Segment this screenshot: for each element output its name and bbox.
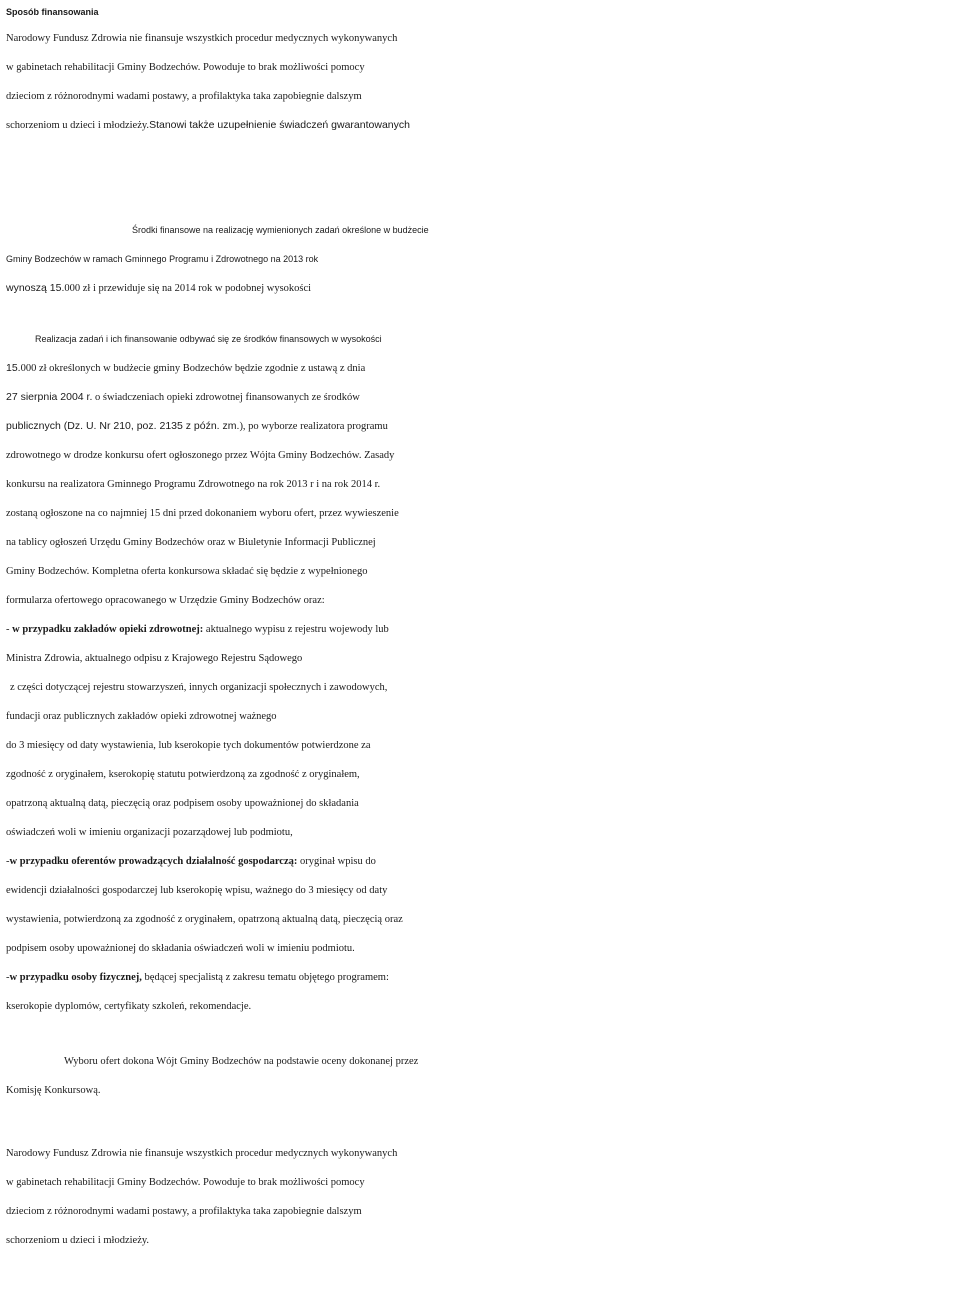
paragraph-line xyxy=(6,354,960,383)
paragraph-line: zdrowotnego w drodze konkursu ofert ogłoszonego przez Wójta Gminy Bodzechów. Zasady xyxy=(6,450,395,461)
paragraph-line xyxy=(6,274,960,303)
paragraph-line: podpisem osoby upoważnionej do składania oświadczeń woli w imieniu podmiotu. xyxy=(6,943,355,954)
paragraph-line: formularza ofertowego opracowanego w Urzędzie Gminy Bodzechów oraz: xyxy=(6,595,325,606)
paragraph-line: Wyboru ofert dokona Wójt Gminy Bodzechów na podstawie oceny dokonanej przez xyxy=(64,1056,419,1067)
list-item-heading: w przypadku osoby fizycznej, xyxy=(9,972,142,983)
paragraph-line: Narodowy Fundusz Zdrowia nie finansuje wszystkich procedur medycznych wykonywanych xyxy=(6,1148,398,1159)
spacer xyxy=(6,303,960,325)
text-run: 15. xyxy=(6,362,21,374)
text-run: schorzeniom u dzieci i młodzieży. xyxy=(6,120,150,131)
spacer xyxy=(6,1105,960,1139)
paragraph-line: Narodowy Fundusz Zdrowia nie finansuje wszystkich procedur medycznych wykonywanych xyxy=(6,33,398,44)
text-run: 000 zł i przewiduje się na 2014 rok w podobnej wysokości xyxy=(64,283,312,294)
list-item xyxy=(6,615,960,644)
paragraph-line: do 3 miesięcy od daty wystawienia, lub kserokopie tych dokumentów potwierdzone za xyxy=(6,740,371,751)
bullet-dash: - xyxy=(6,856,10,867)
paragraph-line: schorzeniom u dzieci i młodzieży. xyxy=(6,1235,150,1246)
paragraph-line xyxy=(6,383,960,412)
section-title: Sposób finansowania xyxy=(6,7,99,17)
document-page xyxy=(6,0,960,1255)
paragraph-line xyxy=(6,111,960,140)
spacer xyxy=(6,1021,960,1047)
paragraph-line: kserokopie dyplomów, certyfikaty szkoleń, rekomendacje. xyxy=(6,1001,252,1012)
paragraph-line: wystawienia, potwierdzoną za zgodność z oryginałem, opatrzoną aktualną datą, pieczęcią oraz xyxy=(6,914,403,925)
text-run: 000 zł określonych w budżecie gminy Bodzechów będzie zgodnie z ustawą z dnia xyxy=(20,363,366,374)
list-item-heading: w przypadku zakładów opieki zdrowotnej: xyxy=(12,624,204,635)
paragraph-line: Ministra Zdrowia, aktualnego odpisu z Krajowego Rejestru Sądowego xyxy=(6,653,303,664)
paragraph-line: dzieciom z różnorodnymi wadami postawy, a profilaktyka taka zapobiegnie dalszym xyxy=(6,1206,362,1217)
text-run: 27 sierpnia 2004 r. xyxy=(6,391,93,403)
paragraph-line: w gabinetach rehabilitacji Gminy Bodzechów. Powoduje to brak możliwości pomocy xyxy=(6,62,365,73)
paragraph-line: Komisję Konkursową. xyxy=(6,1085,101,1096)
paragraph-line: zgodność z oryginałem, kserokopię statutu potwierdzoną za zgodność z oryginałem, xyxy=(6,769,360,780)
list-item xyxy=(6,847,960,876)
paragraph-line: ewidencji działalności gospodarczej lub kserokopię wpisu, ważnego do 3 miesięcy od daty xyxy=(6,885,388,896)
paragraph-line: Środki finansowe na realizację wymienionych zadań określone w budżecie xyxy=(132,225,429,235)
text-run: o świadczeniach opieki zdrowotnej finansowanych ze środków xyxy=(92,392,360,403)
paragraph-line: oświadczeń woli w imieniu organizacji pozarządowej lub podmiotu, xyxy=(6,827,293,838)
spacer xyxy=(6,140,960,216)
text-run: aktualnego wypisu z rejestru wojewody lub xyxy=(203,624,389,635)
paragraph-line: fundacji oraz publicznych zakładów opieki zdrowotnej ważnego xyxy=(6,711,277,722)
text-run: wynoszą 15. xyxy=(6,282,65,294)
list-item-heading: w przypadku oferentów prowadzących działalność gospodarczą: xyxy=(9,856,298,867)
paragraph-line: dzieciom z różnorodnymi wadami postawy, a profilaktyka taka zapobiegnie dalszym xyxy=(6,91,362,102)
text-run: Stanowi także uzupełnienie świadczeń gwarantowanych xyxy=(149,119,410,131)
paragraph-line: opatrzoną aktualną datą, pieczęcią oraz podpisem osoby upoważnionej do składania xyxy=(6,798,359,809)
paragraph-line: z części dotyczącej rejestru stowarzyszeń, innych organizacji społecznych i zawodowych, xyxy=(10,682,388,693)
paragraph-line: w gabinetach rehabilitacji Gminy Bodzechów. Powoduje to brak możliwości pomocy xyxy=(6,1177,365,1188)
text-run: publicznych (Dz. U. Nr 210, poz. 2135 z późn. zm. xyxy=(6,420,240,432)
paragraph-line: zostaną ogłoszone na co najmniej 15 dni przed dokonaniem wyboru ofert, przez wywieszenie xyxy=(6,508,399,519)
list-item xyxy=(6,963,960,992)
bullet-dash: - xyxy=(6,972,10,983)
paragraph-line xyxy=(6,412,960,441)
paragraph-line: konkursu na realizatora Gminnego Programu Zdrowotnego na rok 2013 r i na rok 2014 r. xyxy=(6,479,381,490)
bullet-dash: - xyxy=(6,624,13,635)
paragraph-line: Gminy Bodzechów. Kompletna oferta konkursowa składać się będzie z wypełnionego xyxy=(6,566,368,577)
text-run: będącej specjalistą z zakresu tematu objętego programem: xyxy=(141,972,389,983)
paragraph-line: Realizacja zadań i ich finansowanie odbywać się ze środków finansowych w wysokości xyxy=(35,334,382,344)
text-run: oryginał wpisu do xyxy=(297,856,376,867)
paragraph-line: na tablicy ogłoszeń Urzędu Gminy Bodzechów oraz w Biuletynie Informacji Publicznej xyxy=(6,537,376,548)
paragraph-line: Gminy Bodzechów w ramach Gminnego Programu i Zdrowotnego na 2013 rok xyxy=(6,254,319,264)
text-run: ), po wyborze realizatora programu xyxy=(239,421,388,432)
